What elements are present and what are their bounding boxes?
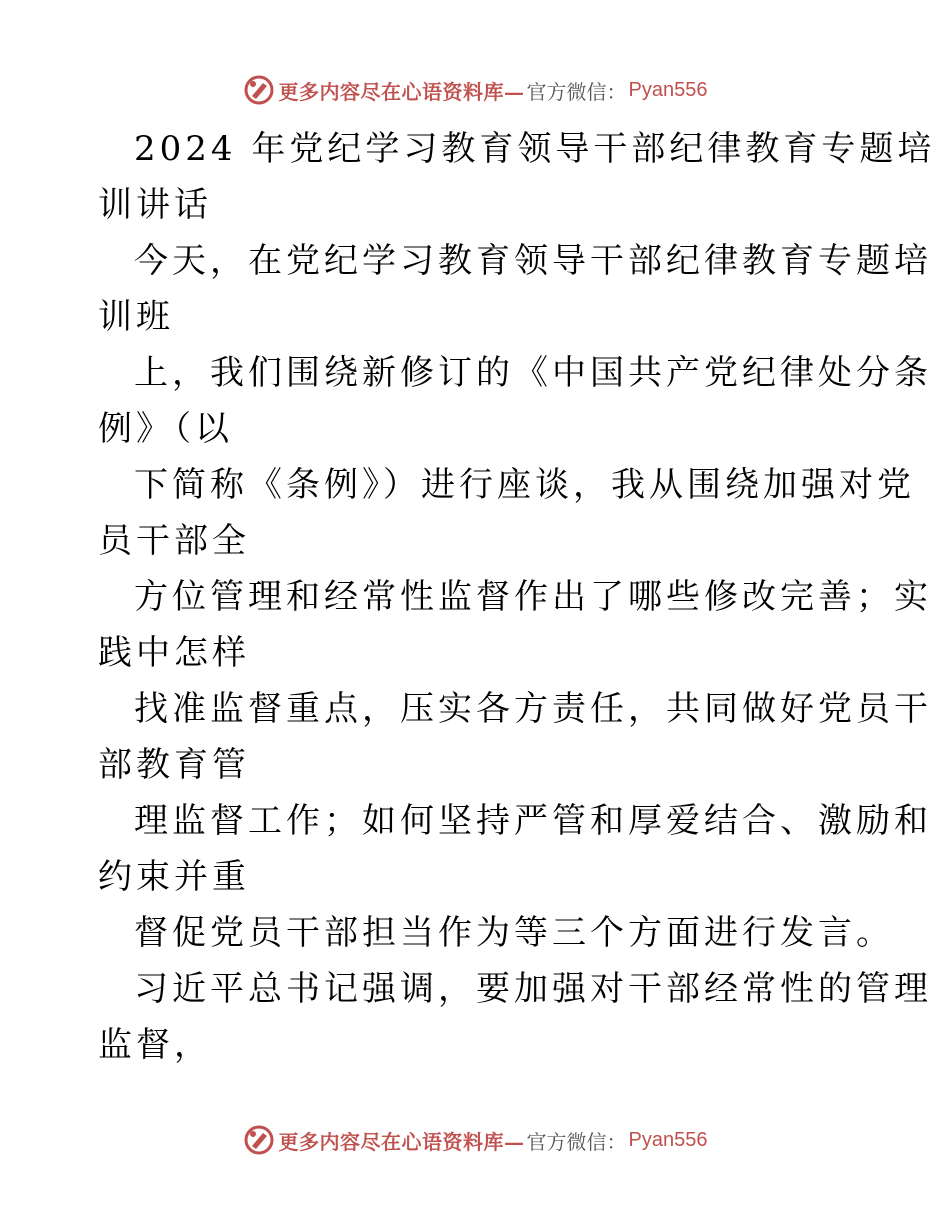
paragraph <box>98 961 932 1073</box>
paragraph-title <box>98 121 936 233</box>
paragraph-line-continued: 部教育管 <box>98 745 250 785</box>
banner-brand-text: 更多内容尽在心语资料库— <box>278 1129 525 1154</box>
paragraph-line: 习近平总书记强调，要加强对干部经常性的管理 <box>134 969 932 1009</box>
document-body <box>98 121 936 1073</box>
paragraph <box>98 905 894 961</box>
paragraph-line-continued: 约束并重 <box>98 857 250 897</box>
paragraph-line-continued: 践中怎样 <box>98 633 250 673</box>
paragraph-line-continued: 员干部全 <box>98 521 250 561</box>
banner-brand-text: 更多内容尽在心语资料库— <box>278 79 525 104</box>
paragraph-line-continued: 监督， <box>98 1025 212 1065</box>
paragraph-line: 上，我们围绕新修订的《中国共产党纪律处分条 <box>134 353 932 393</box>
paragraph-line: 2024 年党纪学习教育领导干部纪律教育专题培 <box>134 129 936 169</box>
paragraph <box>98 233 932 345</box>
banner-wechat-id: Pyan556 <box>628 78 708 101</box>
paragraph-line-continued: 训班 <box>98 297 174 337</box>
banner-wechat-label: 官方微信： <box>526 1129 627 1154</box>
paragraph-line: 方位管理和经常性监督作出了哪些修改完善；实 <box>134 577 932 617</box>
paragraph <box>98 793 932 905</box>
paragraph-line: 今天，在党纪学习教育领导干部纪律教育专题培 <box>134 241 932 281</box>
banner-wechat-label: 官方微信： <box>526 79 627 104</box>
paragraph <box>98 457 915 569</box>
paragraph <box>98 681 932 793</box>
paragraph-line: 理监督工作；如何坚持严管和厚爱结合、激励和 <box>134 801 932 841</box>
paragraph <box>98 569 932 681</box>
brand-logo-icon <box>243 74 275 106</box>
banner-wechat-id: Pyan556 <box>628 1128 708 1151</box>
paragraph-line: 下简称《条例》）进行座谈，我从围绕加强对党 <box>134 465 915 505</box>
paragraph-line-continued: 训讲话 <box>98 185 212 225</box>
paragraph-line: 督促党员干部担当作为等三个方面进行发言。 <box>134 913 894 953</box>
paragraph-line: 找准监督重点，压实各方责任，共同做好党员干 <box>134 689 932 729</box>
brand-logo-icon <box>243 1124 275 1156</box>
paragraph <box>98 345 932 457</box>
header-banner <box>0 68 950 112</box>
footer-banner <box>0 1118 950 1162</box>
paragraph-line-continued: 例》（以 <box>98 409 233 449</box>
